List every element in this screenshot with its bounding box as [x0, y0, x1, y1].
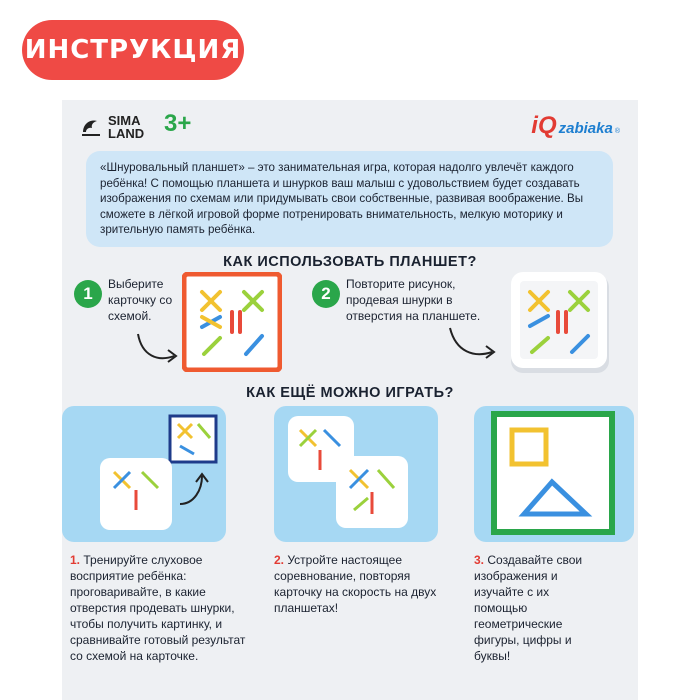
- instruction-badge: [22, 20, 244, 80]
- shapes-game-image: [474, 406, 634, 542]
- step-1-text: Выберите карточку со схемой.: [108, 277, 173, 323]
- auditory-game-image: [62, 406, 226, 542]
- step-2-text: Повторите рисунок, продевая шнурки в отверстия на планшете.: [346, 277, 481, 323]
- tip-2-text: Устройте настоящее соревнование, повторяя карточку на скорость на двух планшетах!: [274, 553, 437, 615]
- scheme-card-image: [182, 272, 282, 372]
- instruction-card: [62, 100, 638, 700]
- tip-2: [274, 552, 444, 616]
- tip-3-text: Создавайте свои изображения и изучайте с их помощью геометрические фигуры, цифры и буквы!: [474, 553, 583, 663]
- intro-box: [86, 151, 613, 247]
- age-label: 3+: [164, 110, 192, 137]
- badge-title: ИНСТРУКЦИЯ: [24, 35, 242, 65]
- competition-game-image: [274, 406, 438, 542]
- tip-3: [474, 552, 604, 664]
- zabiaka-text: zabiaka: [558, 120, 613, 137]
- simaland-bird-icon: [80, 116, 102, 138]
- sima-text: SIMA: [108, 113, 141, 128]
- land-text: LAND: [108, 126, 145, 141]
- tip-1: [70, 552, 250, 664]
- registered-mark: ®: [614, 128, 620, 135]
- tip-1-number: 1.: [70, 553, 81, 567]
- lacing-board-image: [508, 270, 612, 374]
- iq-text: iQ: [531, 112, 557, 139]
- curved-arrow-icon: [446, 322, 502, 366]
- step-1-number: 1: [74, 280, 102, 308]
- curved-arrow-icon: [134, 328, 182, 368]
- intro-text: «Шнуровальный планшет» – это занимательная игра, которая надолго увлечёт каждого ребёнка! С помощью планшета и шнурков ваш малыш с удовольствием будет создавать изображения по схемам или придумывать свои собственные, развивая воображение. Вы сможете в лёгкой игровой форме потренировать внимательность, мелкую моторику и зрительную память ребёнка.: [100, 161, 584, 236]
- more-games-heading: КАК ЕЩЁ МОЖНО ИГРАТЬ?: [246, 385, 454, 401]
- tip-3-number: 3.: [474, 553, 485, 567]
- tip-1-text: Тренируйте слуховое восприятие ребёнка: проговаривайте, в какие отверстия продевать шнурки, чтобы получить картинку, и сравнивайте готовый результат со схемой на карточке.: [70, 553, 246, 663]
- step-2-number: 2: [312, 280, 340, 308]
- tip-2-number: 2.: [274, 553, 285, 567]
- how-to-use-heading: КАК ИСПОЛЬЗОВАТЬ ПЛАНШЕТ?: [223, 254, 477, 270]
- iq-zabiaka-logo: [531, 112, 620, 140]
- simaland-logo: [80, 114, 144, 140]
